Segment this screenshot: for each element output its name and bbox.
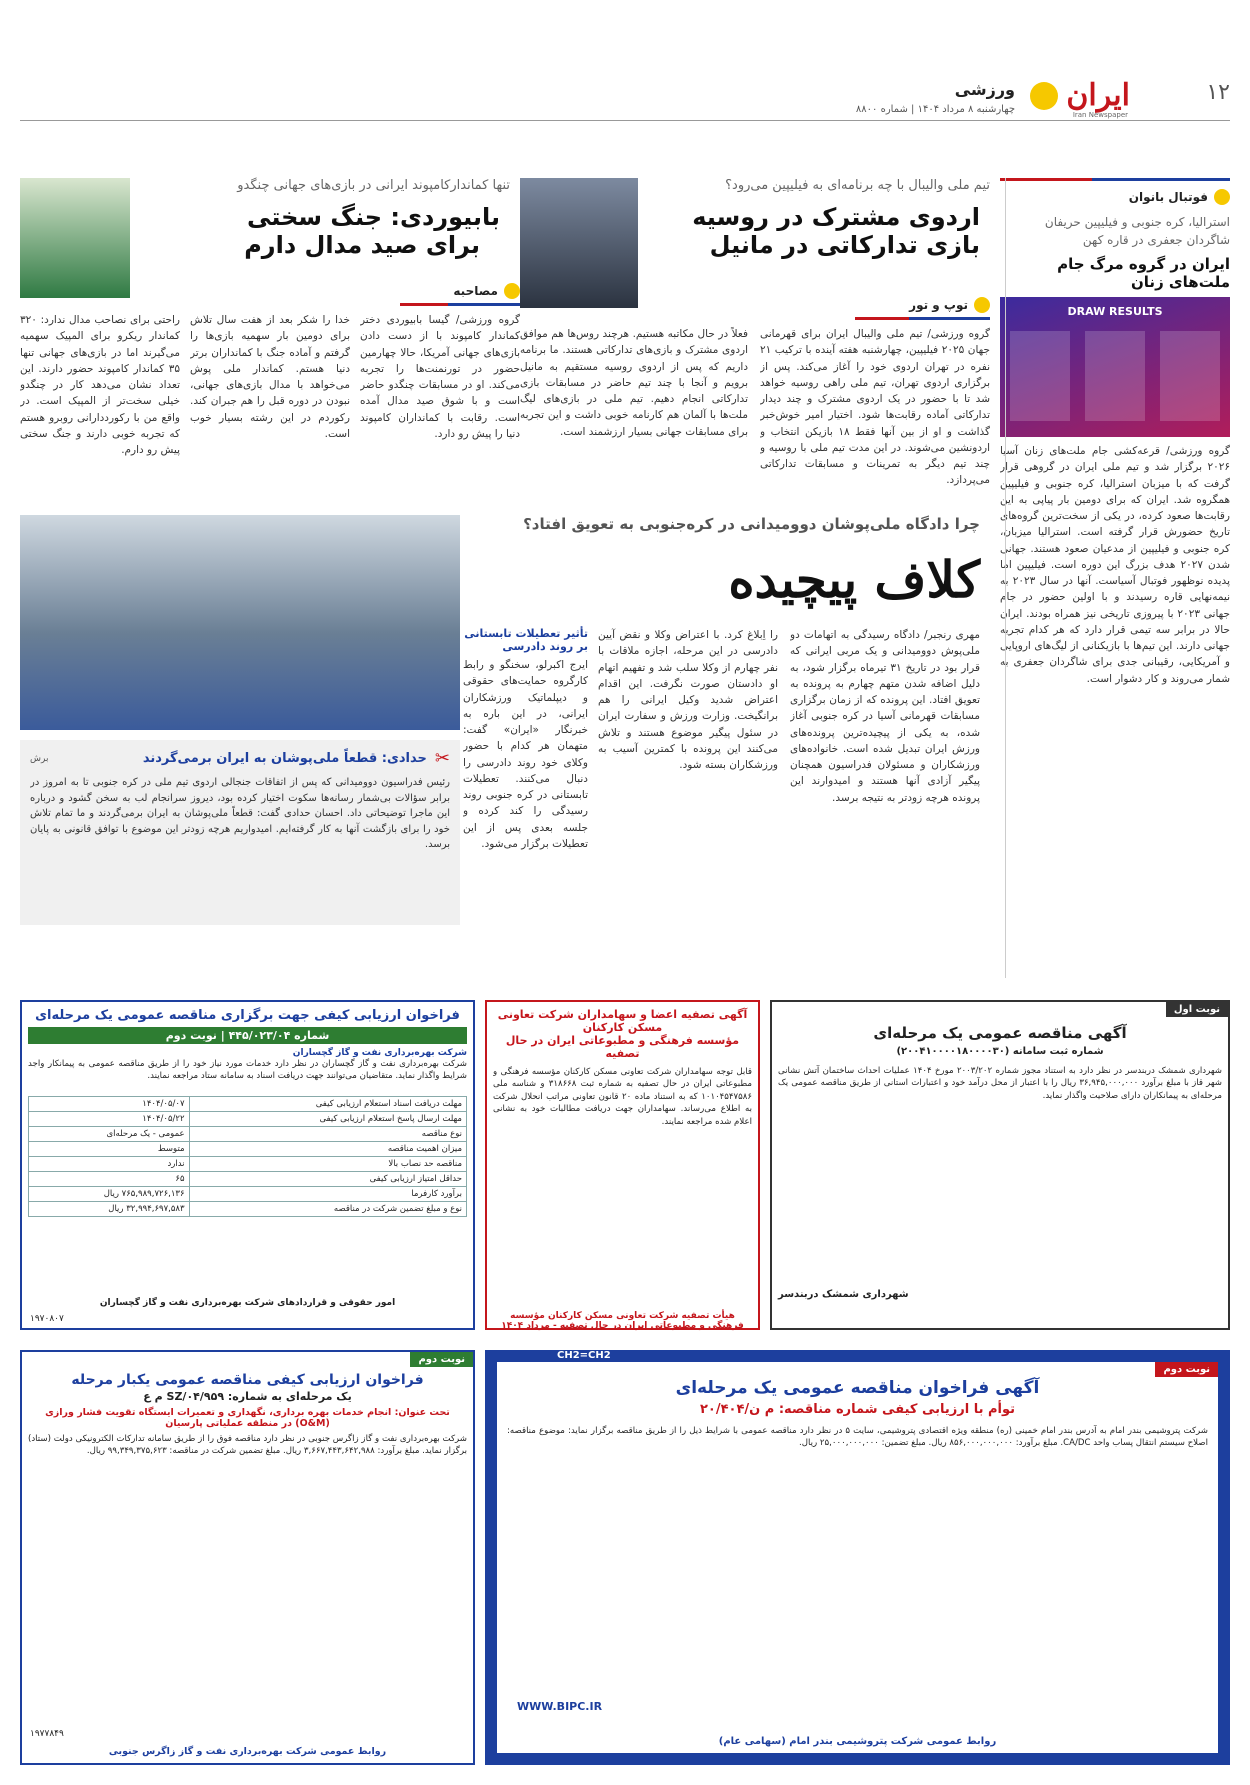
article-body-2: فعلاً در حال مکاتبه هستیم. هرچند روس‌ها هم موافق اردوی مشترک و بازی‌های تدارکاتی هستند. ما برنامه داریم که پس از اردوی روسیه مستقیم به مانیل برویم و آنجا با چند تیم حاضر در مسابقات بازی تدارکاتی انجام دهیم. تیم ملی در بازی‌های لیگ ملت‌ها با آلمان هم کارنامه خوبی داشت و این تجربه برای مسابقات جهانی بسیار ارزشمند است. (520, 328, 748, 438)
kicker: استرالیا، کره جنوبی و فیلیپین حریفان شاگردان جعفری در قاره کهن (1044, 215, 1230, 247)
ad-info-table (28, 1096, 467, 1217)
table-cell: ۶۵ (29, 1172, 190, 1187)
table-row (29, 1187, 467, 1202)
sidebar-box: تأثیر تعطیلات تابستانی بر روند دادرسی ایرج اکبرلو، سخنگو و رابط کارگروه حمایت‌های حقوقی و دیپلماتیک ورزشکاران ایرانی، در این باره به خبرنگار «ایران» گفت: متهمان هر کدام با حضور وکلای خود روند دادرسی را دنبال می‌کنند. تعطیلات تابستانی در کره جنوبی روند رسیدگی را کند کرده و جلسه بعدی پس از این تعطیلات برگزار می‌شود. (463, 627, 588, 850)
table-cell: ۱۴۰۴/۰۵/۰۷ (29, 1097, 190, 1112)
table-cell: مهلت دریافت اسناد استعلام ارزیابی کیفی (189, 1097, 466, 1112)
table-cell: ۱۴۰۴/۰۵/۲۲ (29, 1112, 190, 1127)
table-cell: میزان اهمیت مناقصه (189, 1142, 466, 1157)
ad-url-link[interactable]: WWW.BIPC.IR (517, 1700, 603, 1713)
tag-women-football: فوتبال بانوان (1000, 181, 1230, 213)
runners-photo (20, 515, 460, 730)
headline-line2: بازی تدارکاتی در مانیل (709, 231, 980, 259)
quote-box: ✂ حدادی: قطعاً ملی‌پوشان به ایران برمی‌گردند برش رئیس فدراسیون دوومیدانی که پس از اتفاقات جنجالی اردوی تیم ملی در کره جنوبی تا به امروز در برابر سؤالات بی‌شمار رسانه‌ها سکوت اختیار کرده بود، دیروز سرانجام لب به سخن گشود و درباره این ماجرا توضیحاتی داد. احسان حدادی گفت: قطعاً ملی‌پوشان به ایران برمی‌گردند و ما تمام تلاش خود را برای بازگشت آنها به کار گرفته‌ایم. امیدواریم هرچه زودتر این موضوع با توافق قانونی به پایان برسد. (20, 740, 460, 925)
table-cell: متوسط (29, 1142, 190, 1157)
article-body-2: خدا را شکر بعد از هفت سال تلاش برای دومین بار سهمیه بازی‌ها را گرفتم و آماده جنگ با کمانداران برتر دنیا هستم. کماندار ملی پوش می‌خواهد با مدال بازی‌های جهانی، نبودن در دوره قبل را هم جبران کند. رکوردم در این رشته بسیار خوب است. (190, 314, 350, 440)
ad-bipc: نوبت دوم CH2=CH2 آگهی فراخوان مناقصه عمومی یک مرحله‌ای توأم با ارزیابی کیفی شماره مناقصه: م ن/۲۰/۴۰۴ شرکت پتروشیمی بندر امام به آدرس بندر امام خمینی (ره) منطقه ویژه اقتصادی پتروشیمی، سایت ۵ در نظر دارد مناقصه عمومی با شرایط ذیل را از طریق مناقصه برگزار نماید: موضوع مناقصه: اصلاح سیستم انتقال پساب واحد CA/DC. مبلغ برآورد: ۸۵۶,۰۰۰,۰۰۰,۰۰۰ ریال. مبلغ تضمین: ۲۵,۰۰۰,۰۰۰,۰۰۰ ریال. WWW.BIPC.IR روابط عمومی شرکت پتروشیمی بندر امام (سهامی عام) (485, 1350, 1230, 1765)
article-volleyball (520, 178, 990, 541)
table-row (29, 1127, 467, 1142)
kicker: تنها کماندارکامپوند ایرانی در بازی‌های جهانی چنگدو (237, 178, 510, 193)
article-body-1: مهری رنجبر/ دادگاه رسیدگی به اتهامات دو ملی‌پوش دوومیدانی و یک مربی ایرانی که قرار بود در تاریخ ۳۱ تیرماه برگزار شود، به دلیل اضافه شدن متهم چهارم به پرونده به تعویق افتاد. این پرونده که از زمان برگزاری مسابقات قهرمانی آسیا در کره جنوبی آغاز شده، به یکی از پیچیده‌ترین پرونده‌های ورزش ایران تبدیل شده است. خانواده‌های ورزشکاران و مسئولان فدراسیون همچنان پیگیر آزادی آنها هستند و امیدوارند این پرونده هرچه زودتر به نتیجه برسد. (790, 629, 980, 804)
tag-volleyball: توپ و تور (855, 297, 990, 313)
table-row (29, 1202, 467, 1217)
kicker: چرا دادگاه ملی‌پوشان دوومیدانی در کره‌جنوبی به تعویق افتاد؟ (523, 515, 980, 533)
table-cell: نوع مناقصه (189, 1127, 466, 1142)
article-archery (20, 178, 520, 527)
table-cell: عمومی - یک مرحله‌ای (29, 1127, 190, 1142)
table-row (29, 1097, 467, 1112)
table-row (29, 1172, 467, 1187)
headline-line2: برای صید مدال دارم (244, 231, 480, 259)
table-cell: مهلت ارسال پاسخ استعلام ارزیابی کیفی (189, 1112, 466, 1127)
table-cell: ندارد (29, 1157, 190, 1172)
table-cell: ۳۲,۹۹۴,۶۹۷,۵۸۳ ریال (29, 1202, 190, 1217)
table-cell: برآورد کارفرما (189, 1187, 466, 1202)
article-body: گروه ورزشی/ قرعه‌کشی جام ملت‌های زنان آسیا ۲۰۲۶ برگزار شد و تیم ملی ایران در گروهی قرار گرفت که با میزبان استرالیا، کره جنوبی و فیلیپین همگروه شد. ایران که برای دومین بار پیاپی به این رقابت‌ها صعود کرده، در یکی از سخت‌ترین گروه‌های تاریخ حضورش قرار گرفته است. استرالیا میزبان، کره جنوبی و فیلیپین از مدعیان صعود هستند. جهانی شدن ۲۰۲۷ هدف بزرگ این دوره است. فیلیپین اما پدیده نوظهور فوتبال آسیاست. آنها در سال ۲۰۲۳ به نیمه‌نهایی قاره رسیدند و با اولین حضور در جام جهانی ۲۰۲۳ با پیروزی تاریخی نیز همراه بودند. ایران حالا در برابر سه تیمی قرار دارد که هر کدام تجربه جهانی دارند. این تیم‌ها با بازیکنانی از لیگ‌های اروپایی و آمریکایی، رقیبانی جدی برای شاگردان جعفری به شمار می‌روند و کار دشوار است. (1000, 445, 1230, 685)
article-korea-case (20, 515, 990, 980)
bullet-icon (1214, 189, 1230, 205)
article-body-1: گروه ورزشی/ تیم ملی والیبال ایران برای قهرمانی جهان ۲۰۲۵ فیلیپین، چهارشنبه هفته آینده با ترکیب ۲۱ نفره در تهران اردوی خود را آغاز می‌کند. پس از برگزاری اردوی تهران، تیم ملی راهی روسیه خواهد شد تا با حضور در یک اردوی مشترک و چند دیدار تدارکاتی آماده رقابت‌ها شود. اختیار امیر خوش‌خبر گذاشت و او از بین آنها فقط ۱۸ بازیکن انتخاب و اردونشین می‌شوند. در این مدت تیم ملی با روسیه و چند تیم دیگر به تمرینات و مسابقات تدارکاتی می‌پردازد. (760, 328, 990, 487)
newspaper-logo: ایران Iran Newspaper (1030, 78, 1130, 118)
ad-zagros: نوبت دوم فراخوان ارزیابی کیفی مناقصه عمومی یکبار مرحله یک مرحله‌ای به شماره: SZ/۰۴/۹۵۹ م ع تحت عنوان: انجام خدمات بهره برداری، نگهداری و تعمیرات ایستگاه تقویت فشار ورازی (O&M) در منطقه عملیاتی پارسیان شرکت بهره‌برداری نفت و گاز زاگرس جنوبی در نظر دارد مناقصه فوق را از طریق سامانه تدارکات الکترونیکی دولت (ستاد) برگزار نماید. مبلغ برآورد: ۳,۶۶۷,۴۴۳,۶۴۲,۹۸۸ ریال. مبلغ تضمین شرکت در مناقصه: ۹۹,۳۴۹,۳۷۵,۶۲۳ ریال. روابط عمومی شرکت بهره‌برداری نفت و گاز زاگرس جنوبی ۱۹۷۷۸۴۹ (20, 1350, 475, 1765)
tag-interview: مصاحبه (400, 283, 520, 299)
draw-results-photo: DRAW RESULTS (1000, 297, 1230, 437)
header-divider (20, 120, 1230, 121)
ad-shemshak: نوبت اول آگهی مناقصه عمومی یک مرحله‌ای شماره ثبت سامانه (۲۰۰۴۱۰۰۰۰۱۸۰۰۰۰۳۰) شهرداری شمشک دربندسر در نظر دارد به استناد مجوز شماره ۲۰۰۳/۲۰۲ مورخ ۱۴۰۴ عملیات احداث ساختمان آتش نشانی شهر قاز با مبلغ برآورد ۳۶,۹۴۵,۰۰۰,۰۰۰ ریال را با اعتبار از محل درآمد خود و اعتبارات استانی از طریق مناقصه عمومی یک مرحله‌ای به پیمانکاران دارای صلاحیت واگذار نماید. شهرداری شمشک دربندسر (770, 1000, 1230, 1330)
article-women-football (1000, 178, 1230, 998)
scissors-icon: ✂ (434, 748, 450, 769)
table-row (29, 1157, 467, 1172)
article-body-1: گروه ورزشی/ گیسا بابیوردی دختر کماندار کامپوند با از دست دادن بازی‌های جهانی آمریکا، حالا چهارمین حضور در تورنمنت‌ها را تجربه می‌کند. او در مسابقات چنگدو حاضر است و با شوق صید مدال آمده است. رقابت با کمانداران کامپوند دنیا را پیش رو دارد. (360, 314, 520, 440)
logo-dot-icon (1030, 82, 1058, 110)
section-title: ورزشی (954, 80, 1015, 99)
article-body-3: راحتی برای نصاحب مدال ندارد: ۳۲۰ کماندار ریکرو برای المپیک سهمیه می‌گیرند اما در بازی‌های جهانی تنها ۳۵ کماندار کامپوند حضور دارند. این تعداد نشان می‌دهد کار در چنگدو خیلی سخت‌تر از المپیک است. در واقع من با رکورددارانی روبرو هستم که تجربه خوبی دارند و جنگ سختی پیش رو دارم. (20, 314, 180, 457)
issue-date: چهارشنبه ۸ مرداد ۱۴۰۴ | شماره ۸۸۰۰ (855, 104, 1015, 115)
table-cell: نوع و مبلغ تضمین شرکت در مناقصه (189, 1202, 466, 1217)
kicker: تیم ملی والیبال با چه برنامه‌ای به فیلیپین می‌رود؟ (725, 178, 990, 193)
table-cell: حداقل امتیاز ارزیابی کیفی (189, 1172, 466, 1187)
page-number: ۱۲ (1206, 80, 1230, 105)
headline: کلاف پیچیده (728, 550, 980, 609)
table-row (29, 1112, 467, 1127)
table-cell: ۷۶۵,۹۸۹,۷۲۶,۱۳۶ ریال (29, 1187, 190, 1202)
ad-gachsaran: فراخوان ارزیابی کیفی جهت برگزاری مناقصه عمومی یک مرحله‌ای شماره ۴۴۵/۰۲۳/۰۴ | نوبت دوم شرکت بهره‌برداری نفت و گاز گچساران شرکت بهره‌برداری نفت و گاز گچساران در نظر دارد خدمات مورد نیاز خود را از طریق مناقصه عمومی به پیمانکار واجد شرایط واگذار نماید. متقاضیان می‌توانند جهت دریافت اسناد به سامانه ستاد مراجعه نمایند. مهلت دریافت اسناد استعلام ارزیابی کیفی ۱۴۰۴/۰۵/۰۷ مهلت ارسال پاسخ استعلام ارزیابی کیفی ۱۴۰۴/۰۵/۲۲ نوع مناقصه عمومی - یک مرحله‌ای میزان اهمیت مناقصه متوسط مناقصه حد نصاب بالا ندارد حداقل امتیاز ارزیابی کیفی ۶۵ برآورد کارفرما ۷۶۵,۹۸۹,۷۲۶,۱۳۶ ریال نوع و مبلغ تضمین شرکت در مناقصه ۳۲,۹۹۴,۶۹۷,۵۸۳ ریال امور حقوقی و قراردادهای شرکت بهره‌برداری نفت و گاز گچساران ۱۹۷۰۸۰۷ (20, 1000, 475, 1330)
archer-photo (20, 178, 130, 298)
ad-coop-housing: آگهی تصفیه اعضا و سهامداران شرکت تعاونی مسکن کارکنان مؤسسه فرهنگی و مطبوعاتی ایران در حال تصفیه قابل توجه سهامداران شرکت تعاونی مسکن کارکنان مؤسسه فرهنگی و مطبوعاتی ایران در حال تصفیه به شماره ثبت ۳۱۸۶۶۸ و شناسه ملی ۱۰۱۰۴۵۴۷۵۸۶ که به استناد ماده ۲۰ قانون تعاونی مراتب انحلال شرکت به اطلاع می‌رساند. سهامداران جهت دریافت مطالبات خود به نشانی اعلام شده مراجعه نمایند. هیأت تصفیه شرکت تعاونی مسکن کارکنان مؤسسه فرهنگی و مطبوعاتی ایران در حال تصفیه - مرداد ۱۴۰۴ (485, 1000, 760, 1330)
headline-line1: بابیوردی: جنگ سختی (247, 203, 500, 231)
table-cell: مناقصه حد نصاب بالا (189, 1157, 466, 1172)
volleyball-photo (520, 178, 638, 308)
table-row (29, 1142, 467, 1157)
article-body-2: را اِبلاغ کرد. با اعتراض وکلا و نقض آیین دادرسی در این مرحله، اجازه ملاقات با نفر چهارم از وکلا سلب شد و تفهیم اتهام او دادستان صورت نگرفت. این اقدام اعتراض شدید وکیل ایرانی را هم برانگیخت. وزارت ورزش و سفارت ایران در سئول پیگیر موضوع هستند و تلاش می‌کنند این پرونده با کمترین آسیب به ورزشکاران بسته شود. (598, 629, 778, 772)
headline-line1: اردوی مشترک در روسیه (692, 203, 980, 231)
headline: ایران در گروه مرگ جام ملت‌های زنان (1057, 255, 1230, 291)
